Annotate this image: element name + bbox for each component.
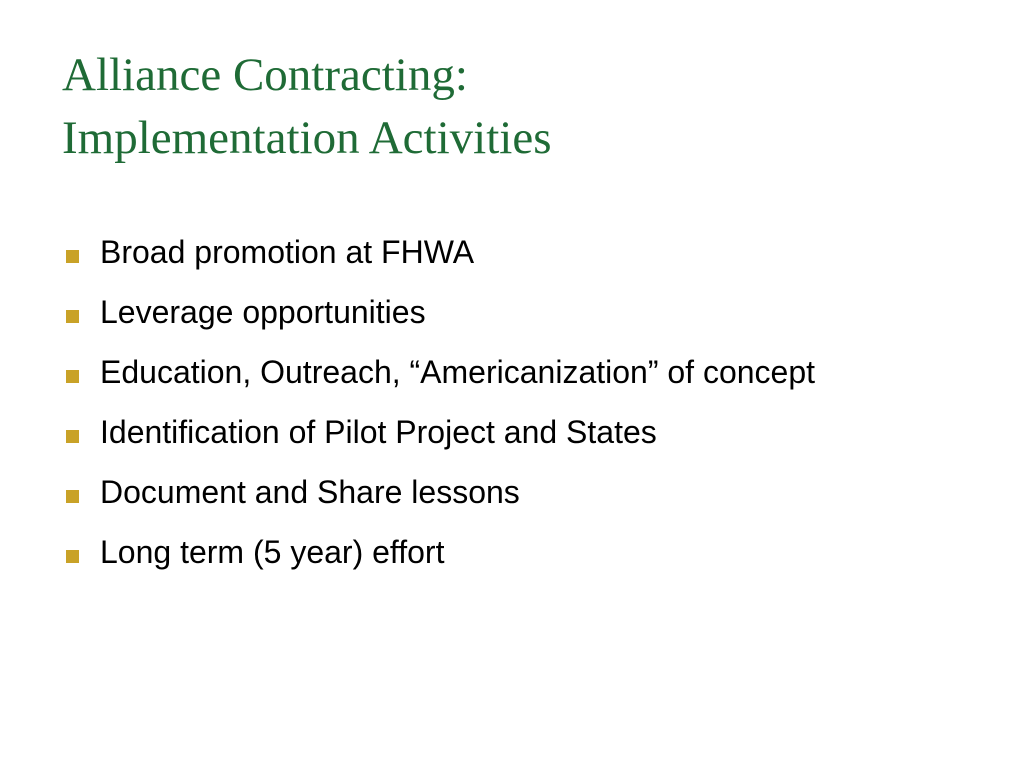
bullet-item — [62, 470, 962, 514]
square-bullet-icon — [66, 550, 79, 563]
bullet-text: Education, Outreach, “Americanization” of concept — [100, 354, 816, 390]
square-bullet-icon — [66, 250, 79, 263]
bullet-item — [62, 290, 962, 334]
bullet-text: Identification of Pilot Project and States — [100, 414, 657, 450]
square-bullet-icon — [66, 310, 79, 323]
slide-title-line-1: Alliance Contracting: — [62, 49, 468, 101]
square-bullet-icon — [66, 370, 79, 383]
bullet-item — [62, 530, 962, 574]
bullet-text: Leverage opportunities — [100, 294, 426, 330]
slide-title — [62, 44, 982, 170]
square-bullet-icon — [66, 490, 79, 503]
bullet-item — [62, 350, 962, 394]
bullet-text: Broad promotion at FHWA — [100, 234, 475, 270]
bullet-item — [62, 410, 962, 454]
bullet-item — [62, 230, 962, 274]
bullet-text: Document and Share lessons — [100, 474, 520, 510]
bullet-list — [62, 230, 962, 590]
slide-title-line-2: Implementation Activities — [62, 112, 552, 164]
square-bullet-icon — [66, 430, 79, 443]
bullet-text: Long term (5 year) effort — [100, 534, 445, 570]
